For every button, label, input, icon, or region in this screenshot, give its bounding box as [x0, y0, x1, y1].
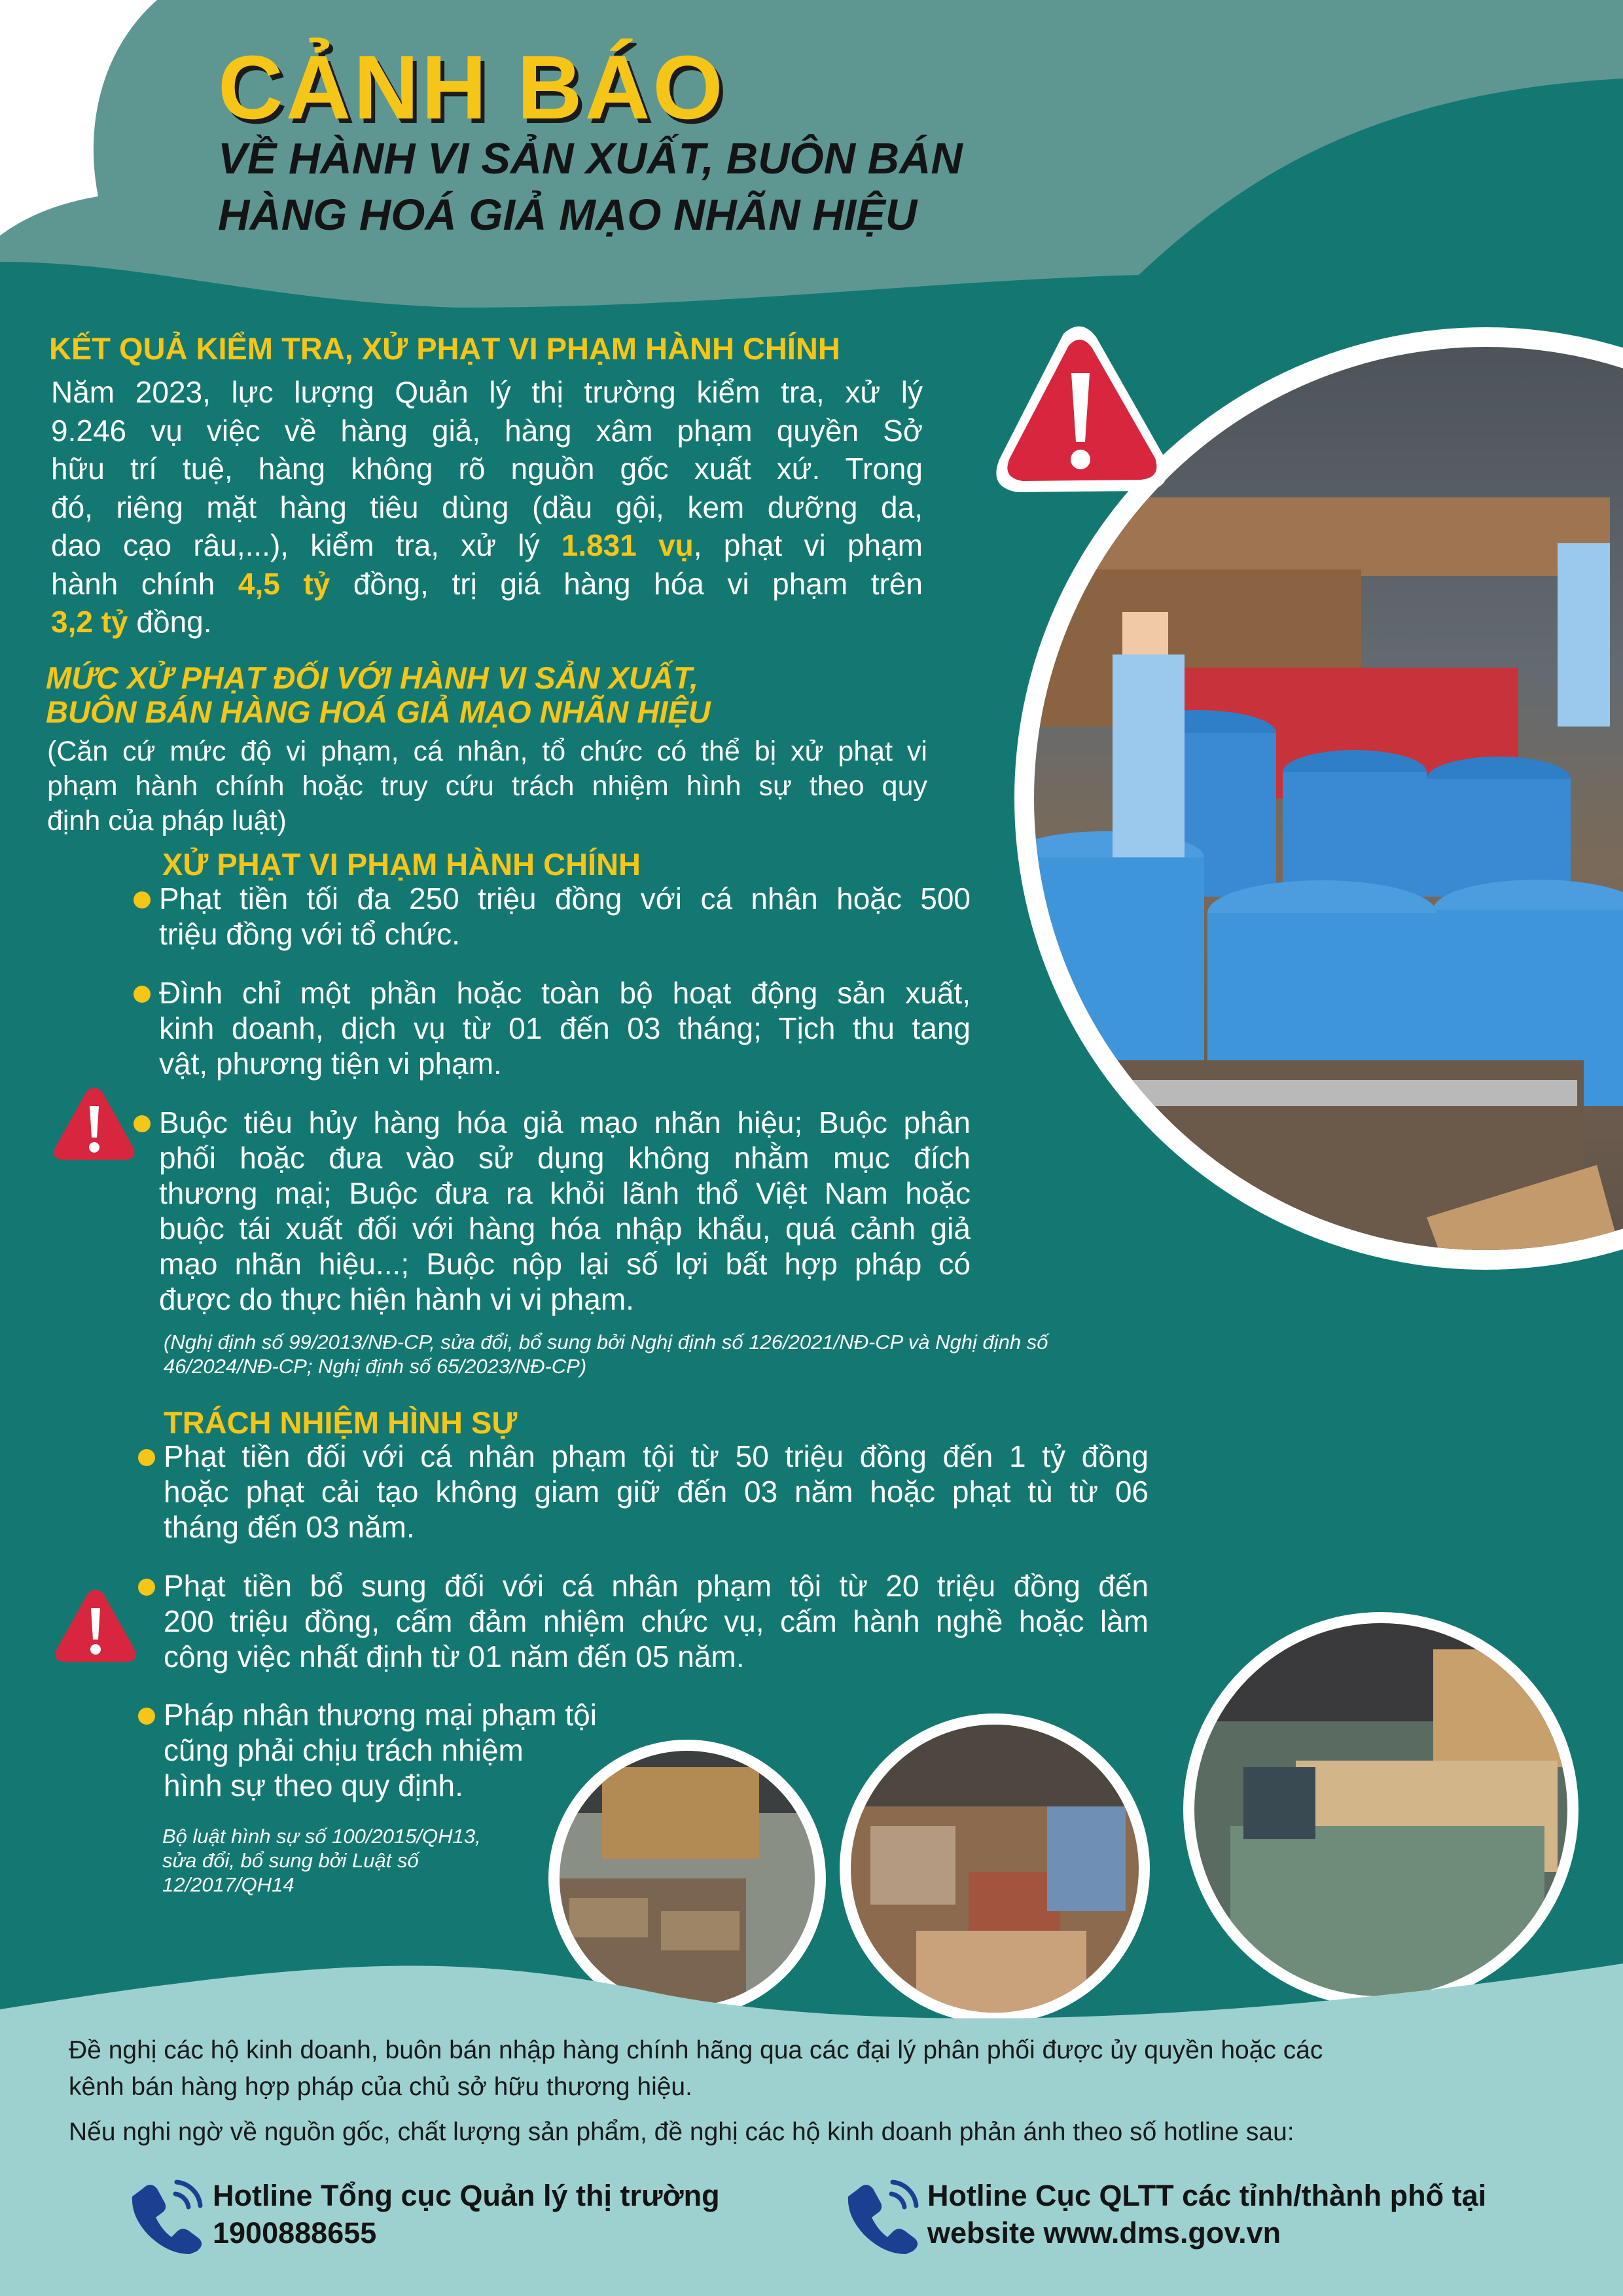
criminal-heading: TRÁCH NHIỆM HÌNH SỰ	[164, 1405, 518, 1440]
page-subtitle-line1: VỀ HÀNH VI SẢN XUẤT, BUÔN BÁN	[218, 134, 963, 183]
penalty-heading-line2: BUÔN BÁN HÀNG HOÁ GIẢ MẠO NHÃN HIỆU	[46, 694, 711, 729]
goods-value: 3,2 tỷ	[51, 605, 128, 639]
hotline-provincial[interactable]: Hotline Cục QLTT các tỉnh/thành phố tại website www.dms.gov.vn	[927, 2177, 1486, 2251]
footer-recommendation: Đề nghị các hộ kinh doanh, buôn bán nhập hàng chính hãng qua các đại lý phân phối được ủy quyền hoặc các kênh bán hàng hợp pháp của chủ sở hữu thương hiệu.	[69, 2036, 1323, 2101]
penalty-intro: (Căn cứ mức độ vi phạm, cá nhân, tổ chức có thể bị xử phạt vi phạm hành chính hoặc truy cứu trách nhiệm hình sự theo quy định của pháp luật)	[47, 736, 927, 836]
results-body	[51, 373, 923, 641]
results-line: dao cạo râu,...), kiểm tra, xử lý 1.831 vụ, phạt vi phạm	[51, 528, 923, 562]
criminal-bullet: Phạt tiền đối với cá nhân phạm tội từ 50 triệu đồng đến 1 tỷ đồng hoặc phạt cải tạo không giam giữ đến 03 năm hoặc phạt tù từ 06 tháng đến 03 năm.	[164, 1439, 1149, 1545]
warning-icon	[52, 1086, 136, 1161]
phone-icon	[844, 2177, 921, 2254]
results-line: 9.246 vụ việc về hàng giả, hàng xâm phạm quyền Sở	[51, 413, 923, 448]
hotline-national-number[interactable]: 1900888655	[213, 2216, 377, 2250]
warning-icon	[54, 1588, 137, 1663]
results-line: 3,2 tỷ đồng.	[51, 605, 212, 639]
results-line: hữu trí tuệ, hàng không rõ nguồn gốc xuất xứ. Trong	[51, 452, 923, 486]
admin-bullet: Phạt tiền tối đa 250 triệu đồng với cá nhân hoặc 500 triệu đồng với tổ chức.	[159, 881, 971, 952]
hotline-provincial-website[interactable]: website www.dms.gov.vn	[927, 2216, 1281, 2250]
criminal-legal-note: Bộ luật hình sự số 100/2015/QH13, sửa đổi, bổ sung bởi Luật số 12/2017/QH14	[162, 1825, 481, 1896]
results-heading: KẾT QUẢ KIỂM TRA, XỬ PHẠT VI PHẠM HÀNH CHÍNH	[49, 331, 840, 366]
results-line: Năm 2023, lực lượng Quản lý thị trường kiểm tra, xử lý	[51, 375, 923, 409]
cases-count: 1.831 vụ	[561, 528, 694, 562]
fine-amount: 4,5 tỷ	[238, 566, 330, 601]
hotline-national[interactable]: Hotline Tổng cục Quản lý thị trường 1900888655	[213, 2177, 720, 2251]
footer-hotline-intro: Nếu nghi ngờ về nguồn gốc, chất lượng sản phẩm, đề nghị các hộ kinh doanh phản ánh theo số hotline sau:	[69, 2118, 1294, 2146]
penalty-heading-line1: MỨC XỬ PHẠT ĐỐI VỚI HÀNH VI SẢN XUẤT,	[46, 660, 699, 695]
bullet-dot	[138, 1579, 155, 1596]
criminal-bullet: Pháp nhân thương mại phạm tội cũng phải chịu trách nhiệm hình sự theo quy định.	[164, 1697, 687, 1803]
admin-bullet: Buộc tiêu hủy hàng hóa giả mạo nhãn hiệu; Buộc phân phối hoặc đưa vào sử dụng không nhằm mục đích thương mại; Buộc đưa ra khỏi lãnh thổ Việt Nam hoặc buộc tái xuất đối với hàng hóa nhập khẩu, quá cảnh giả mạo nhãn hiệu...; Buộc nộp lại số lợi bất hợp pháp có được do thực hiện hành vi vi phạm.	[159, 1105, 971, 1317]
admin-bullet: Đình chỉ một phần hoặc toàn bộ hoạt động sản xuất, kinh doanh, dịch vụ từ 01 đến 03 tháng; Tịch thu tang vật, phương tiện vi phạm.	[159, 975, 971, 1081]
bullet-dot	[138, 1708, 155, 1725]
admin-legal-note: (Nghị định số 99/2013/NĐ-CP, sửa đổi, bổ sung bởi Nghị định số 126/2021/NĐ-CP và Nghị định số 46/2024/NĐ-CP; Nghị định số 65/2023/NĐ-CP)	[164, 1331, 1048, 1378]
bullet-dot	[134, 986, 151, 1003]
admin-heading: XỬ PHẠT VI PHẠM HÀNH CHÍNH	[162, 847, 641, 882]
results-line: hành chính 4,5 tỷ đồng, trị giá hàng hóa vi phạm trên	[51, 566, 923, 601]
bullet-dot	[138, 1449, 155, 1466]
results-line: đó, riêng mặt hàng tiêu dùng (dầu gội, kem dưỡng da,	[51, 490, 923, 524]
warning-icon	[991, 321, 1171, 497]
bullet-dot	[134, 1115, 151, 1132]
criminal-bullet: Phạt tiền bổ sung đối với cá nhân phạm tội từ 20 triệu đồng đến 200 triệu đồng, cấm đảm nhiệm chức vụ, cấm hành nghề hoặc làm công việc nhất định từ 01 năm đến 05 năm.	[164, 1568, 1149, 1674]
phone-icon	[128, 2177, 205, 2254]
bullet-dot	[134, 891, 151, 908]
page-subtitle-line2: HÀNG HOÁ GIẢ MẠO NHÃN HIỆU	[218, 190, 918, 240]
page-title: CẢNH BÁO	[218, 37, 726, 138]
